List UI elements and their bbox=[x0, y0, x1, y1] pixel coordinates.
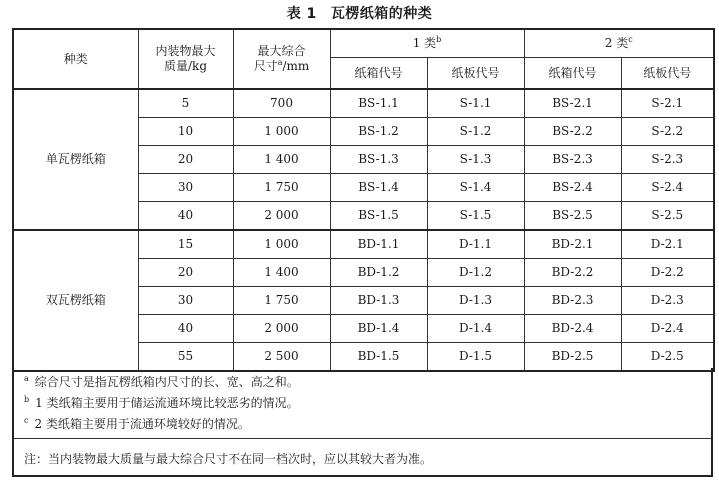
class2-box-cell: BS-2.5 bbox=[524, 202, 621, 231]
class1-box-cell: BD-1.1 bbox=[330, 230, 427, 259]
class1-board-cell: S-1.1 bbox=[427, 89, 524, 118]
class1-board-cell: D-1.3 bbox=[427, 287, 524, 315]
class2-board-cell: D-2.4 bbox=[621, 315, 714, 343]
table-note bbox=[14, 438, 711, 476]
class2-board-cell: S-2.4 bbox=[621, 174, 714, 202]
class2-box-cell: BD-2.4 bbox=[524, 315, 621, 343]
class1-board-cell: D-1.1 bbox=[427, 230, 524, 259]
notes-box bbox=[12, 368, 713, 477]
class2-board-cell: D-2.2 bbox=[621, 259, 714, 287]
class2-box-cell: BD-2.3 bbox=[524, 287, 621, 315]
header-kind: 种类 bbox=[13, 29, 138, 89]
dimension-cell: 2 000 bbox=[233, 202, 330, 231]
class1-box-cell: BD-1.3 bbox=[330, 287, 427, 315]
class2-box-cell: BD-2.2 bbox=[524, 259, 621, 287]
header-max-mass: 内装物最大 质量/kg bbox=[138, 29, 233, 89]
header-max-dimension: 最大综合 尺寸$^a$/mm bbox=[233, 29, 330, 89]
mass-cell: 15 bbox=[138, 230, 233, 259]
class2-box-cell: BS-2.1 bbox=[524, 89, 621, 118]
footnote-c: $^c$ 2 类纸箱主要用于流通环境较好的情况。 bbox=[24, 416, 250, 431]
table-title-text: 瓦楞纸箱的种类 bbox=[330, 6, 433, 22]
header-class1-board-code: 纸板代号 bbox=[427, 58, 524, 90]
class2-board-cell: S-2.2 bbox=[621, 118, 714, 146]
class1-box-cell: BS-1.1 bbox=[330, 89, 427, 118]
class1-box-cell: BS-1.2 bbox=[330, 118, 427, 146]
dimension-cell: 1 750 bbox=[233, 174, 330, 202]
class1-board-cell: S-1.5 bbox=[427, 202, 524, 231]
class2-box-cell: BS-2.2 bbox=[524, 118, 621, 146]
footnote-b: $^b$ 1 类纸箱主要用于储运流通环境比较恶劣的情况。 bbox=[24, 395, 299, 410]
table-row bbox=[13, 230, 714, 259]
class1-box-cell: BS-1.5 bbox=[330, 202, 427, 231]
class2-board-cell: S-2.1 bbox=[621, 89, 714, 118]
table-row bbox=[13, 89, 714, 118]
class2-board-cell: D-2.3 bbox=[621, 287, 714, 315]
dimension-cell: 1 400 bbox=[233, 146, 330, 174]
dimension-cell: 700 bbox=[233, 89, 330, 118]
dimension-cell: 1 000 bbox=[233, 230, 330, 259]
header-class1-box-code: 纸箱代号 bbox=[330, 58, 427, 90]
class2-box-cell: BS-2.4 bbox=[524, 174, 621, 202]
header-class2-board-code: 纸板代号 bbox=[621, 58, 714, 90]
dimension-cell: 2 500 bbox=[233, 343, 330, 372]
dimension-cell: 1 750 bbox=[233, 287, 330, 315]
mass-cell: 30 bbox=[138, 287, 233, 315]
class1-board-cell: S-1.3 bbox=[427, 146, 524, 174]
class2-box-cell: BD-2.1 bbox=[524, 230, 621, 259]
mass-cell: 10 bbox=[138, 118, 233, 146]
header-class-1: 1 类$^b$ bbox=[330, 29, 524, 58]
class1-box-cell: BD-1.5 bbox=[330, 343, 427, 372]
class1-box-cell: BS-1.4 bbox=[330, 174, 427, 202]
dimension-cell: 1 000 bbox=[233, 118, 330, 146]
dimension-cell: 2 000 bbox=[233, 315, 330, 343]
mass-cell: 30 bbox=[138, 174, 233, 202]
class2-board-cell: D-2.5 bbox=[621, 343, 714, 372]
mass-cell: 55 bbox=[138, 343, 233, 372]
mass-cell: 20 bbox=[138, 259, 233, 287]
mass-cell: 5 bbox=[138, 89, 233, 118]
table-number: 表 1 bbox=[286, 6, 317, 22]
table-note-text: 注：当内装物最大质量与最大综合尺寸不在同一档次时，应以其较大者为准。 bbox=[24, 452, 433, 466]
class1-box-cell: BD-1.2 bbox=[330, 259, 427, 287]
mass-cell: 40 bbox=[138, 315, 233, 343]
mass-cell: 20 bbox=[138, 146, 233, 174]
class1-box-cell: BD-1.4 bbox=[330, 315, 427, 343]
header-class-2: 2 类$^c$ bbox=[524, 29, 714, 58]
dimension-cell: 1 400 bbox=[233, 259, 330, 287]
class1-board-cell: D-1.2 bbox=[427, 259, 524, 287]
class1-box-cell: BS-1.3 bbox=[330, 146, 427, 174]
class2-box-cell: BS-2.3 bbox=[524, 146, 621, 174]
group-name-double: 双瓦楞纸箱 bbox=[13, 230, 138, 371]
class2-box-cell: BD-2.5 bbox=[524, 343, 621, 372]
class2-board-cell: S-2.5 bbox=[621, 202, 714, 231]
class2-board-cell: D-2.1 bbox=[621, 230, 714, 259]
group-name-single: 单瓦楞纸箱 bbox=[13, 89, 138, 230]
table-title bbox=[0, 3, 719, 23]
header-class2-box-code: 纸箱代号 bbox=[524, 58, 621, 90]
class1-board-cell: D-1.4 bbox=[427, 315, 524, 343]
mass-cell: 40 bbox=[138, 202, 233, 231]
class2-board-cell: S-2.3 bbox=[621, 146, 714, 174]
class1-board-cell: S-1.4 bbox=[427, 174, 524, 202]
footnote-a: $^a$ 综合尺寸是指瓦楞纸箱内尺寸的长、宽、高之和。 bbox=[24, 374, 299, 389]
carton-types-table bbox=[12, 28, 715, 372]
class1-board-cell: S-1.2 bbox=[427, 118, 524, 146]
class1-board-cell: D-1.5 bbox=[427, 343, 524, 372]
